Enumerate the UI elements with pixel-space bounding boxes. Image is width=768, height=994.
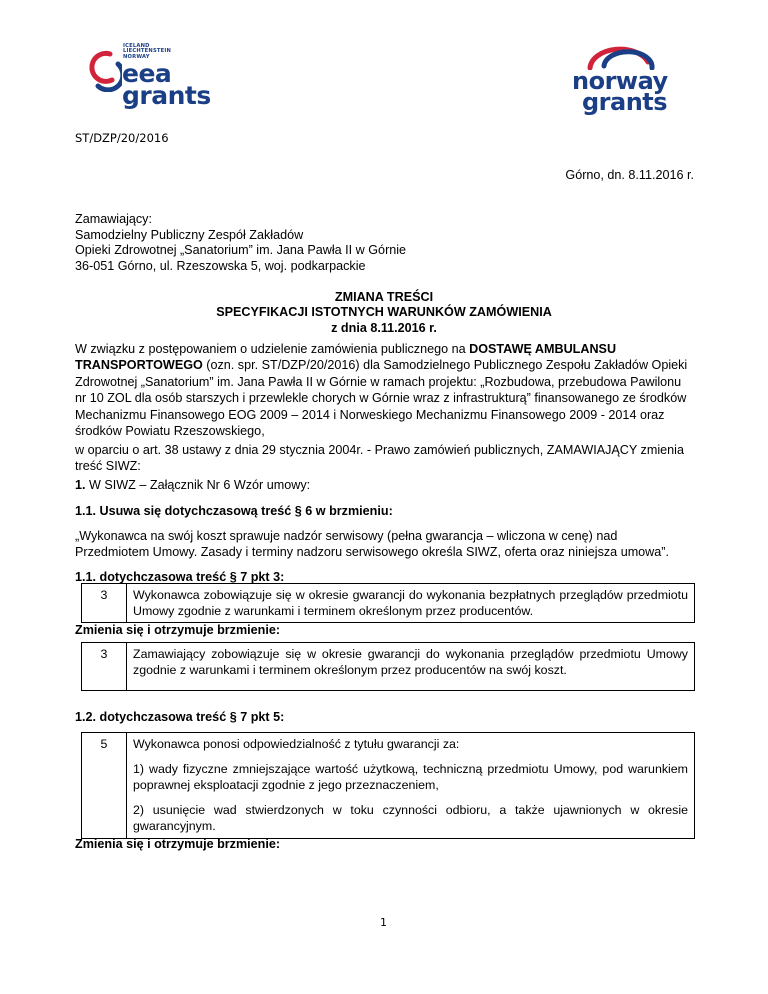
- orderer-label: Zamawiający:: [75, 212, 152, 226]
- table-row: [82, 733, 695, 839]
- point-1-number: 1.: [75, 478, 86, 492]
- clause-number: 3: [82, 643, 127, 691]
- title-line-1: ZMIANA TREŚCI: [334, 290, 434, 304]
- section-1-1-new-clause-table: [81, 642, 695, 691]
- orderer-line-2: Opieki Zdrowotnej „Sanatorium” im. Jana Pawła II w Górnie: [75, 243, 407, 258]
- clause-text: [127, 733, 695, 839]
- legal-basis-paragraph: w oparciu o art. 38 ustawy z dnia 29 stycznia 2004r. - Prawo zamówień publicznych, ZAMAWIAJĄCY zmienia treść SIWZ:: [75, 443, 684, 474]
- clause-number: 3: [82, 584, 127, 623]
- clause-line-1: 1) wady fizyczne zmniejszające wartość użytkową, techniczną przedmiotu Umowy, pod warunkiem poprawnej eksploatacji zgodnie z jego przeznaczeniem,: [133, 762, 688, 792]
- eea-small-line-1: ICELAND: [123, 43, 150, 49]
- norway-logo-word-norway: norway: [572, 67, 668, 95]
- norway-grants-logo: [572, 44, 682, 114]
- section-1-1-old-clause-table: [81, 583, 695, 623]
- eea-grants-logo: [88, 43, 211, 114]
- document-title: [75, 290, 693, 336]
- clause-number: 5: [82, 733, 127, 839]
- table-row: [82, 643, 695, 691]
- section-1-2-heading: 1.2. dotychczasowa treść § 7 pkt 5:: [75, 710, 285, 724]
- intro-post: (ozn. spr. ST/DZP/20/2016) dla Samodzielnego Publicznego Zespołu Zakładów Opieki Zdrowotnej „Sanatorium” im. Jana Pawła II w Górnie w ramach projektu: „Rozbudowa, przebudowa Pawilonu nr 10 ZOL dla osób starszych i przewlekle chorych w Górnie wraz z infrastrukturą” finansowanego ze środków Mechanizmu Finansowego EOG 2009 – 2014 i Norweskiego Mechanizmu Finansowego 2009 - 2014 oraz środków Powiatu Rzeszowskiego,: [75, 358, 688, 439]
- orderer-line-1: Samodzielny Publiczny Zespół Zakładów: [75, 227, 304, 242]
- orderer-block: [75, 212, 693, 274]
- eea-logo-word-eea: eea: [122, 59, 172, 88]
- document-date: Górno, dn. 8.11.2016 r.: [565, 168, 694, 182]
- change-label-2: Zmienia się i otrzymuje brzmienie:: [75, 837, 281, 851]
- point-1-text: W SIWZ – Załącznik Nr 6 Wzór umowy:: [85, 478, 311, 492]
- table-row: [82, 584, 695, 623]
- change-label-1: Zmienia się i otrzymuje brzmienie:: [75, 623, 281, 637]
- section-1-1-remove-quote: „Wykonawca na swój koszt sprawuje nadzór serwisowy (pełna gwarancja – wliczona w cenę) nad Przedmiotem Umowy. Zasady i terminy nadzoru serwisowego określa SIWZ, oferta oraz niniejsza umowa”.: [75, 529, 669, 560]
- eea-small-line-3: NORWAY: [123, 53, 150, 60]
- intro-pre: W związku z postępowaniem o udzielenie zamówienia publicznego na: [75, 342, 470, 356]
- section-1-1-remove-heading: 1.1. Usuwa się dotychczasową treść § 6 w brzmieniu:: [75, 504, 393, 518]
- clause-line-2: 2) usunięcie wad stwierdzonych w toku czynności odbioru, a także ujawnionych w okresie gwarancyjnym.: [133, 803, 688, 833]
- clause-text: Zamawiający zobowiązuje się w okresie gwarancji do wykonania przeglądów przedmiotu Umowy zgodnie z warunkami i terminem określonym przez producentów na swój koszt.: [127, 643, 695, 691]
- section-1-2-old-clause-table: [81, 732, 695, 839]
- title-line-3: z dnia 8.11.2016 r.: [331, 320, 437, 335]
- eea-logo-rings-icon: [88, 48, 122, 92]
- clause-line-0: Wykonawca ponosi odpowiedzialność z tytułu gwarancji za:: [133, 737, 460, 751]
- norway-logo-word-grants: grants: [582, 88, 668, 116]
- eea-small-line-2: LIECHTENSTEIN: [123, 48, 172, 55]
- clause-text: Wykonawca zobowiązuje się w okresie gwarancji do wykonania bezpłatnych przeglądów przedmiotu Umowy zgodnie z warunkami i terminem określonym przez producentów.: [127, 584, 695, 623]
- title-line-2: SPECYFIKACJI ISTOTNYCH WARUNKÓW ZAMÓWIENIA: [216, 305, 552, 320]
- page-number: 1: [380, 916, 387, 929]
- section-1-1-heading: 1.1. dotychczasowa treść § 7 pkt 3:: [75, 570, 285, 584]
- intro-paragraph: [75, 341, 693, 439]
- document-reference: ST/DZP/20/2016: [75, 131, 169, 145]
- orderer-line-3: 36-051 Górno, ul. Rzeszowska 5, woj. podkarpackie: [75, 258, 366, 273]
- eea-logo-word-grants: grants: [122, 81, 211, 110]
- intro-bold-subject: DOSTAWĘ AMBULANSU TRANSPORTOWEGO: [75, 342, 617, 373]
- point-1: [75, 477, 693, 493]
